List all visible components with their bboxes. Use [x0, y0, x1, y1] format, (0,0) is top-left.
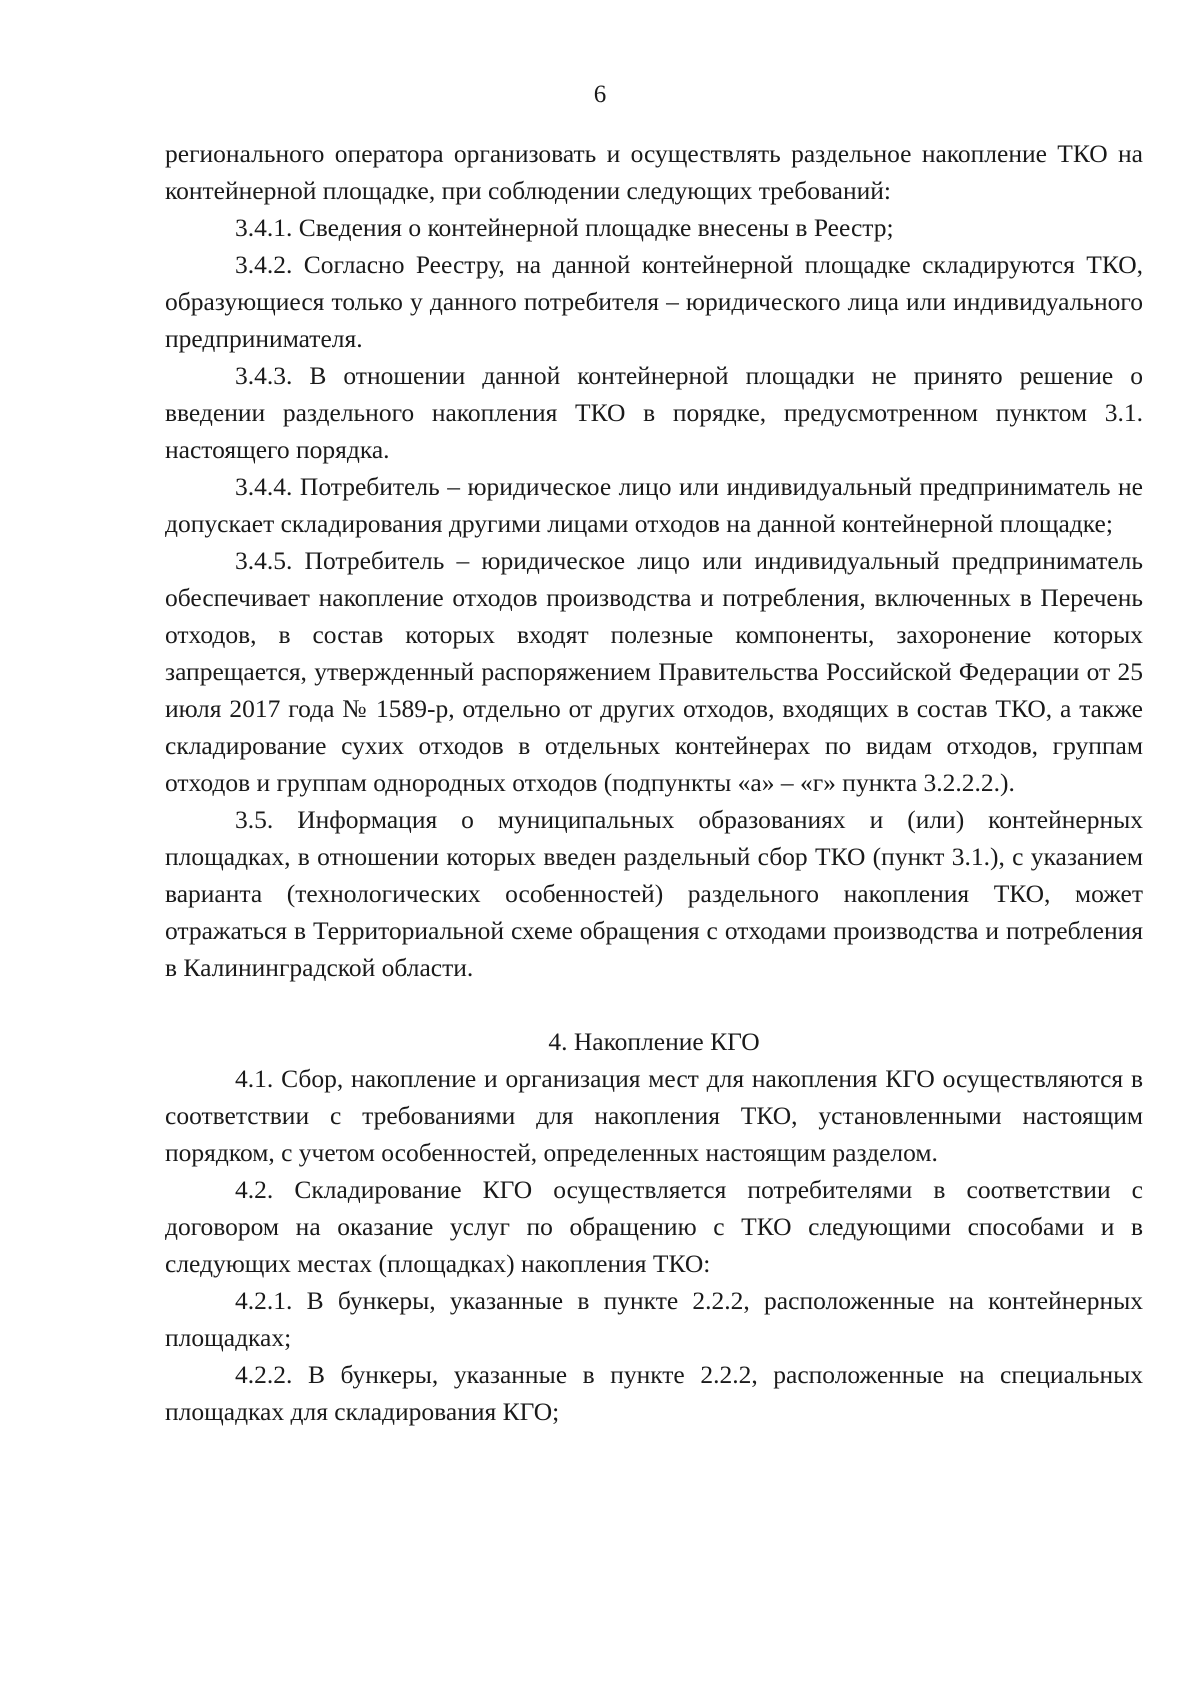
- paragraph-continuation: регионального оператора организовать и осуществлять раздельное накопление ТКО на контейнерной площадке, при соблюдении следующих требований:: [165, 139, 1143, 205]
- paragraph-4-1: 4.1. Сбор, накопление и организация мест для накопления КГО осуществляются в соответствии с требованиями для накопления ТКО, установленными настоящим порядком, с учетом особенностей, определенных настоящим разделом.: [165, 1064, 1143, 1167]
- paragraph-3-4-2: 3.4.2. Согласно Реестру, на данной контейнерной площадке складируются ТКО, образующиеся только у данного потребителя – юридического лица или индивидуального предпринимателя.: [165, 250, 1143, 353]
- paragraph-3-5: 3.5. Информация о муниципальных образованиях и (или) контейнерных площадках, в отношении которых введен раздельный сбор ТКО (пункт 3.1.), с указанием варианта (технологических особенностей) раздельного накопления ТКО, может отражаться в Территориальной схеме обращения с отходами производства и потребления в Калининградской области.: [165, 805, 1143, 982]
- paragraph-4-2-2: 4.2.2. В бункеры, указанные в пункте 2.2.2, расположенные на специальных площадках для складирования КГО;: [165, 1360, 1143, 1426]
- section-title: 4. Накопление КГО: [548, 1027, 760, 1056]
- paragraph-3-4-3: 3.4.3. В отношении данной контейнерной площадки не принято решение о введении раздельного накопления ТКО в порядке, предусмотренном пунктом 3.1. настоящего порядка.: [165, 361, 1143, 464]
- paragraph-3-4-4: 3.4.4. Потребитель – юридическое лицо или индивидуальный предприниматель не допускает складирования другими лицами отходов на данной контейнерной площадке;: [165, 472, 1143, 538]
- paragraph-3-4-1: 3.4.1. Сведения о контейнерной площадке внесены в Реестр;: [235, 213, 894, 242]
- paragraph-4-2-1: 4.2.1. В бункеры, указанные в пункте 2.2.2, расположенные на контейнерных площадках;: [165, 1286, 1143, 1352]
- page-number: 6: [593, 81, 607, 108]
- paragraph-3-4-5: 3.4.5. Потребитель – юридическое лицо или индивидуальный предприниматель обеспечивает накопление отходов производства и потребления, включенных в Перечень отходов, в состав которых входят полезные компоненты, захоронение которых запрещается, утвержденный распоряжением Правительства Российской Федерации от 25 июля 2017 года № 1589-р, отдельно от других отходов, входящих в состав ТКО, а также складирование сухих отходов в отдельных контейнерах по видам отходов, группам отходов и группам однородных отходов (подпункты «а» – «г» пункта 3.2.2.2.).: [165, 546, 1143, 797]
- document-body: [165, 135, 1143, 1430]
- paragraph-4-2: 4.2. Складирование КГО осуществляется потребителями в соответствии с договором на оказание услуг по обращению с ТКО следующими способами и в следующих местах (площадках) накопления ТКО:: [165, 1175, 1143, 1278]
